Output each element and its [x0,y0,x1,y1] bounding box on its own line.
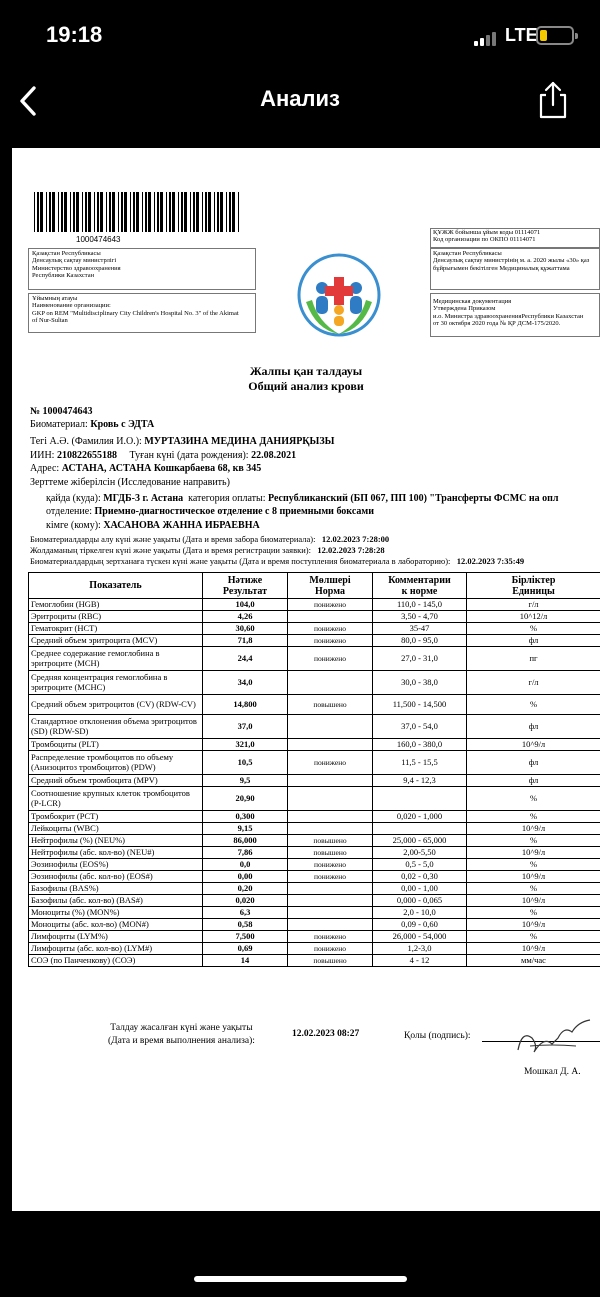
cell-norm: понижено [288,635,373,647]
cell-reference [373,823,467,835]
table-row [29,751,600,775]
cell-result: 0,69 [203,943,288,955]
cell-reference: 0,020 - 1,000 [373,811,467,823]
cell-reference [373,787,467,811]
cell-unit: % [467,907,600,919]
table-row [29,599,600,611]
biomaterial-label: Биоматериал: [30,419,88,430]
organization-box [28,293,256,333]
cell-reference: 26,000 - 54,000 [373,931,467,943]
cell-indicator: Тромбокрит (PCT) [29,811,203,823]
org-code-line-1: ҚҰЖЖ бойынша ұйым коды 01114071 [433,229,541,236]
page-title: Анализ [260,86,340,111]
cell-result: 0,300 [203,811,288,823]
header-comment: Комментарии к норме [373,573,467,599]
cell-result: 0,58 [203,919,288,931]
cell-result: 14,800 [203,695,288,715]
table-row [29,871,600,883]
table-row [29,635,600,647]
cell-reference: 110,0 - 145,0 [373,599,467,611]
table-row [29,775,600,787]
arrival-label: Биоматериалдардың зертханаға түскен күні және уақыты (Дата и время поступления биоматериала в лабораторию): [30,556,451,566]
cell-norm [288,895,373,907]
table-row [29,623,600,635]
cell-unit: фл [467,751,600,775]
cell-reference: 37,0 - 54,0 [373,715,467,739]
cell-result: 4,26 [203,611,288,623]
cell-unit: % [467,811,600,823]
cell-norm: понижено [288,859,373,871]
cell-reference: 0,000 - 0,065 [373,895,467,907]
cell-norm [288,715,373,739]
cell-reference: 4 - 12 [373,955,467,967]
cell-indicator: Эозинофилы (абс. кол-во) (EOS#) [29,871,203,883]
document-title-kz: Жалпы қан талдауы [249,364,363,378]
cell-indicator: Базофилы (BAS%) [29,883,203,895]
cell-norm: повышено [288,835,373,847]
recipient-label: кімге (кому): [46,520,101,531]
cell-reference: 11,500 - 14,500 [373,695,467,715]
cell-result: 34,0 [203,671,288,695]
sent-label: Зерттеме жіберілсін (Исследование направить) [30,477,230,488]
cell-norm [288,611,373,623]
sampling-row [30,534,389,544]
cell-indicator: Нейтрофилы (%) (NEU%) [29,835,203,847]
destination-value: МГДБ-3 г. Астана [103,493,184,504]
iin-label: ИИН: [30,450,55,461]
department-row [46,506,374,517]
cell-unit: % [467,695,600,715]
approval-box [430,248,600,290]
cell-unit: % [467,883,600,895]
table-row [29,895,600,907]
cell-unit: 10^9/л [467,871,600,883]
payment-value: Республиканский (БП 067, ПП 100) "Трансферты ФСМС на опл [268,493,559,504]
cell-indicator: Эритроциты (RBC) [29,611,203,623]
home-indicator[interactable] [194,1276,407,1282]
cell-unit: % [467,859,600,871]
cell-indicator: Средний объем эритроцитов (CV) (RDW-CV) [29,695,203,715]
table-row [29,955,600,967]
medical-doc-box [430,293,600,337]
ministry-line: Қазақстан Республикасы [32,250,101,257]
approval-line: Денсаулық сақтау министрінің м. а. 2020 жылы «30» қаз [433,257,590,265]
destination-label: қайда (куда): [46,493,101,504]
cell-unit: мм/час [467,955,600,967]
ministry-line: Денсаулық сақтау министрлігі [32,257,117,265]
medical-doc-line: Утверждена Приказом [433,305,496,313]
results-table [28,572,600,967]
table-row [29,811,600,823]
department-value: Приемно-диагностическое отделение с 8 приемными боксами [94,506,374,517]
cell-indicator: Моноциты (абс. кол-во) (MON#) [29,919,203,931]
cell-result: 7,86 [203,847,288,859]
cell-unit: 10^9/л [467,823,600,835]
signature-label: Қолы (подпись): [404,1031,471,1041]
cell-indicator: Нейтрофилы (абс. кол-во) (NEU#) [29,847,203,859]
cell-unit: % [467,835,600,847]
cell-result: 321,0 [203,739,288,751]
header-norm: Мөлшері Норма [288,573,373,599]
cell-indicator: Моноциты (%) (MON%) [29,907,203,919]
cell-indicator: Эозинофилы (EOS%) [29,859,203,871]
address-value: АСТАНА, АСТАНА Кошкарбаева 68, кв 345 [61,463,262,474]
signer-name: Мошкал Д. А. [524,1067,581,1077]
table-row [29,859,600,871]
cell-result: 71,8 [203,635,288,647]
ministry-line: Республики Казахстан [32,272,95,280]
cell-reference: 1,2-3,0 [373,943,467,955]
organization-line: GKP on REM "Multidisciplinary City Children's Hospital No. 3" of the Akimat [32,309,239,317]
battery-icon [536,26,574,45]
cell-indicator: Соотношение крупных клеток тромбоцитов (P-LCR) [29,787,203,811]
dob-label: Туған күні (дата рождения): [129,450,249,461]
table-row [29,907,600,919]
cell-reference: 11,5 - 15,5 [373,751,467,775]
recipient-row [46,520,260,531]
cell-norm: понижено [288,599,373,611]
cell-norm: понижено [288,647,373,671]
organization-line: Ұйымның атауы [32,295,78,302]
cell-unit: 10^9/л [467,919,600,931]
cell-norm: понижено [288,871,373,883]
table-row [29,943,600,955]
cell-norm [288,811,373,823]
cell-result: 20,90 [203,787,288,811]
medical-doc-line: Медицинская документация [433,298,512,305]
cell-norm [288,919,373,931]
cell-unit: г/л [467,671,600,695]
cell-norm: понижено [288,623,373,635]
dob-value: 22.08.2021 [251,450,297,461]
cell-result: 7,500 [203,931,288,943]
cell-reference: 0,09 - 0,60 [373,919,467,931]
destination-row [46,493,559,504]
cell-result: 24,4 [203,647,288,671]
cell-unit: 10^9/л [467,847,600,859]
patient-name-value: МУРТАЗИНА МЕДИНА ДАНИЯРҚЫЗЫ [144,436,335,447]
biomaterial-row [30,419,154,430]
biomaterial-value: Кровь с ЭДТА [90,419,155,430]
department-label: отделение: [46,506,92,517]
registration-value: 12.02.2023 7:28:28 [317,545,385,555]
cell-reference: 160,0 - 380,0 [373,739,467,751]
cell-result: 86,000 [203,835,288,847]
cell-reference: 27,0 - 31,0 [373,647,467,671]
cell-unit: % [467,931,600,943]
cell-result: 10,5 [203,751,288,775]
approval-line: бұйрығымен бекітілген Медициналық құжаттама [433,264,570,272]
cell-reference: 0,02 - 0,30 [373,871,467,883]
cell-norm [288,739,373,751]
table-row [29,919,600,931]
org-code-box [430,228,600,248]
cell-indicator: Гематокрит (HCT) [29,623,203,635]
ministry-box [28,248,256,290]
cell-result: 0,20 [203,883,288,895]
analysis-date-label [108,1022,255,1048]
cell-result: 0,020 [203,895,288,907]
cell-indicator: Лимфоциты (LYM%) [29,931,203,943]
cell-norm [288,883,373,895]
cell-indicator: СОЭ (по Панченкову) (СОЭ) [29,955,203,967]
registration-label: Жолдаманың тіркелген күні және уақыты (Дата и время регистрации заявки): [30,545,311,555]
cell-norm: повышено [288,955,373,967]
cell-norm: понижено [288,943,373,955]
sampling-label: Биоматериалдарды алу күні және уақыты (Дата и время забора биоматериала): [30,534,316,544]
cell-unit: % [467,787,600,811]
navigation-bar [0,70,600,132]
cell-norm [288,907,373,919]
cell-reference: 3,50 - 4,70 [373,611,467,623]
cell-reference: 0,5 - 5,0 [373,859,467,871]
share-icon[interactable] [535,80,571,120]
analysis-date-label-kz: Талдау жасалған күні және уақыты [110,1023,253,1033]
status-bar [0,0,600,70]
table-row [29,739,600,751]
cell-unit: 10^9/л [467,895,600,907]
organization-line: Наименование организации: [32,302,111,310]
table-row [29,823,600,835]
cell-unit: 10^9/л [467,739,600,751]
cell-unit: пг [467,647,600,671]
cell-norm: понижено [288,751,373,775]
patient-name-row [30,436,334,447]
cell-result: 0,00 [203,871,288,883]
cell-indicator: Среднее содержание гемоглобина в эритроците (MCH) [29,647,203,671]
medical-doc-line: и.о. Министра здравоохраненияРеспублики Казахстан [433,312,584,320]
cellular-signal-icon [474,30,498,46]
cell-unit: г/л [467,599,600,611]
cell-indicator: Стандартное отклонения объема эритроцитов (SD) (RDW-SD) [29,715,203,739]
table-row [29,931,600,943]
cell-reference: 0,00 - 1,00 [373,883,467,895]
table-row [29,847,600,859]
cell-result: 37,0 [203,715,288,739]
cell-norm [288,823,373,835]
cell-indicator: Средний объем тромбоцита (MPV) [29,775,203,787]
cell-unit: фл [467,635,600,647]
cell-indicator: Лимфоциты (абс. кол-во) (LYM#) [29,943,203,955]
cell-norm: понижено [288,931,373,943]
header-indicator: Показатель [29,573,203,599]
table-row [29,647,600,671]
analysis-date-value: 12.02.2023 08:27 [292,1029,360,1039]
cell-unit: 10^12/л [467,611,600,623]
cell-norm [288,775,373,787]
address-row [30,463,261,474]
arrival-value: 12.02.2023 7:35:49 [456,556,525,566]
iin-value: 210822655188 [56,450,117,461]
iin-row [30,450,296,461]
cell-indicator: Средний объем эритроцита (MCV) [29,635,203,647]
cell-unit: 10^9/л [467,943,600,955]
cell-norm: повышено [288,847,373,859]
table-row [29,883,600,895]
org-code-line-2: Код организации по ОКПО 01114071 [433,236,536,244]
cell-reference: 30,0 - 38,0 [373,671,467,695]
cell-result: 104,0 [203,599,288,611]
patient-name-label: Тегі А.Ә. (Фамилия И.О.): [30,436,142,447]
cell-result: 9,15 [203,823,288,835]
status-time: 19:18 [46,22,103,47]
cell-result: 30,60 [203,623,288,635]
cell-reference: 2,0 - 10,0 [373,907,467,919]
recipient-value: ХАСАНОВА ЖАННА ИБРАЕВНА [103,520,260,531]
cell-indicator: Средняя концентрация гемоглобина в эритроците (MCHC) [29,671,203,695]
cell-reference: 35-47 [373,623,467,635]
cell-reference: 2,00-5,50 [373,847,467,859]
cell-unit: % [467,623,600,635]
order-number: № 1000474643 [30,406,93,417]
header-units: Бірліктер Единицы [467,573,600,599]
signature-image [512,1016,594,1060]
cell-indicator: Базофилы (абс. кол-во) (BAS#) [29,895,203,907]
cell-indicator: Лейкоциты (WBC) [29,823,203,835]
cell-result: 0,0 [203,859,288,871]
analysis-date-label-ru: (Дата и время выполнения анализа): [108,1036,255,1046]
cell-reference: 25,000 - 65,000 [373,835,467,847]
document-title-ru: Общий анализ крови [248,379,364,393]
network-type: LTE [505,25,538,45]
cell-result: 6,3 [203,907,288,919]
table-row [29,671,600,695]
analysis-document [12,148,600,1211]
registration-row [30,545,385,555]
arrival-row [30,556,524,566]
sampling-value: 12.02.2023 7:28:00 [321,534,390,544]
cell-norm [288,671,373,695]
cell-indicator: Тромбоциты (PLT) [29,739,203,751]
address-label: Адрес: [30,463,60,474]
payment-label: категория оплаты: [188,493,266,504]
header-result: Нәтиже Результат [203,573,288,599]
table-header-row [29,573,600,599]
table-row [29,715,600,739]
cell-indicator: Гемоглобин (HGB) [29,599,203,611]
cell-unit: фл [467,715,600,739]
cell-reference: 80,0 - 95,0 [373,635,467,647]
barcode-number: 1000474643 [76,235,121,244]
cell-result: 9,5 [203,775,288,787]
table-row [29,835,600,847]
hospital-logo [296,252,382,338]
cell-norm: повышено [288,695,373,715]
table-row [29,611,600,623]
organization-line: of Nur-Sultan [32,317,68,325]
table-row [29,787,600,811]
table-row [29,695,600,715]
ministry-line: Министерство здравоохранения [32,264,121,272]
cell-result: 14 [203,955,288,967]
cell-norm [288,787,373,811]
barcode-image [32,192,244,232]
cell-indicator: Распределение тромбоцитов по объему (Анизоцитоз тромбоцитов) (PDW) [29,751,203,775]
cell-reference: 9,4 - 12,3 [373,775,467,787]
medical-doc-line: от 30 октября 2020 года № ҚР ДСМ-175/2020. [433,320,561,328]
cell-unit: фл [467,775,600,787]
approval-line: Қазақстан Республикасы [433,250,502,257]
